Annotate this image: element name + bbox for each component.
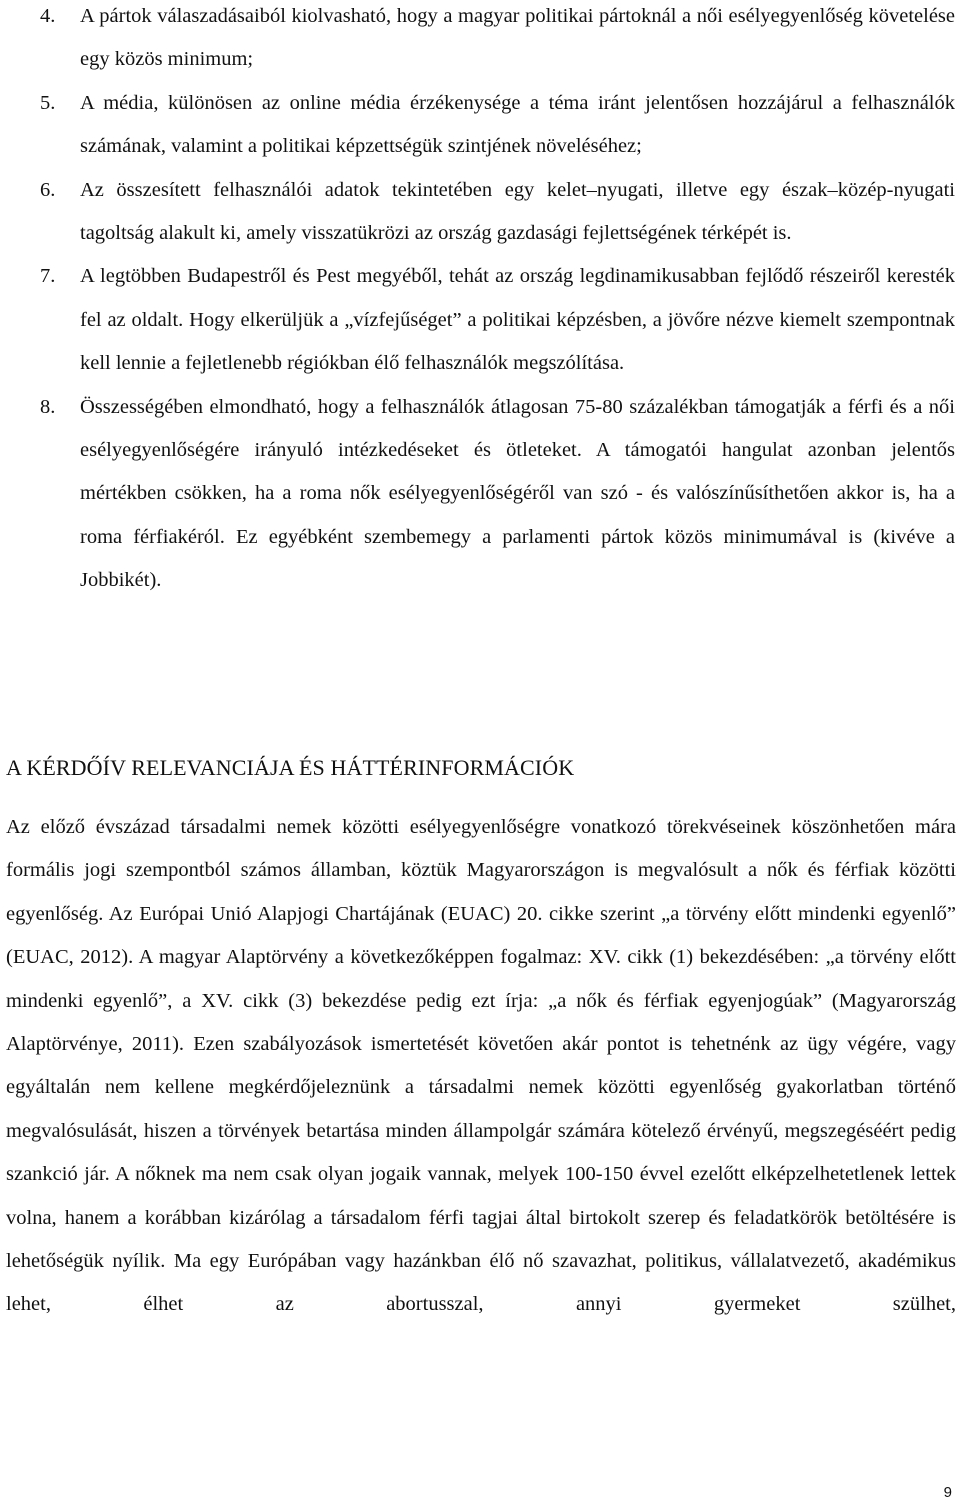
list-item-number: 6. [40, 178, 56, 201]
list-item-number: 4. [40, 5, 56, 27]
list-item [0, 386, 955, 603]
page-number: 9 [943, 1484, 952, 1501]
list-item-text: Összességében elmondható, hogy a felhasználók átlagosan 75-80 százalékban támogatják a férfi és a női esélyegyenlőségére irányuló intézkedéseket és ötleteket. A támogatói hangulat azonban jelentős mértékben csökken, ha a roma nők esélyegyenlőségéről van szó - és valószínűsíthetően akkor is, ha a roma férfiakéról. Ez egyébként szembemegy a parlamenti pártok közös minimumával is (kivéve a Jobbikét). [80, 395, 955, 592]
body-paragraph: Az előző évszázad társadalmi nemek közötti esélyegyenlőségre vonatkozó törekvéseinek köszönhetően mára formális jogi szempontból számos államban, köztük Magyarországon is megvalósult a nők és férfiak közötti egyenlőség. Az Európai Unió Alapjogi Chartájának (EUAC) 20. cikke szerint „a törvény előtt mindenki egyenlő” (EUAC, 2012). A magyar Alaptörvény a következőképpen fogalmaz: XV. cikk (1) bekezdésében: „a törvény előtt mindenki egyenlő”, a XV. cikk (3) bekezdése pedig ezt írja: „a nők és férfiak egyenjogúak” (Magyarország Alaptörvénye, 2011). Ezen szabályozások ismertetését követően akár pontot is tehetnénk az ügy végére, vagy egyáltalán nem kellene megkérdőjeleznünk a társadalmi nemek közötti egyenlőség gyakorlatban történő megvalósulását, hiszen a törvények betartása minden állampolgár számára kötelező érvényű, megszegéséért pedig szankció jár. A nőknek ma nem csak olyan jogaik vannak, melyek 100-150 évvel ezelőtt elképzelhetetlenek lettek volna, hanem a korábban kizárólag a társadalom férfi tagjai által birtokolt szerep és feladatkörök betöltésére is lehetőségük nyílik. Ma egy Európában vagy hazánkban élő nő szavazhat, politikus, vállalatvezető, akadémikus lehet, élhet az abortusszal, annyi gyermeket szülhet, [6, 816, 956, 1316]
list-item [0, 82, 955, 169]
list-item [0, 255, 955, 385]
list-item-number: 7. [40, 265, 56, 288]
list-item-text: A pártok válaszadásaiból kiolvasható, hogy a magyar politikai pártoknál a női esélyegyenlőség követelése egy közös minimum; [80, 5, 955, 71]
section-heading: A KÉRDŐÍV RELEVANCIÁJA ÉS HÁTTÉRINFORMÁCIÓK [6, 755, 575, 780]
list-item-number: 8. [40, 395, 56, 418]
list-item [0, 0, 955, 82]
list-item [0, 169, 955, 256]
list-item-text: A média, különösen az online média érzékenysége a téma iránt jelentősen hozzájárul a felhasználók számának, valamint a politikai képzettségük szintjének növeléséhez; [80, 91, 955, 158]
list-item-text: A legtöbben Budapestről és Pest megyéből, tehát az ország legdinamikusabban fejlődő részeiről keresték fel az oldalt. Hogy elkerüljük a „vízfejűséget” a politikai képzésben, a jövőre nézve kiemelt szempontnak kell lennie a fejletlenebb régiókban élő felhasználók megszólítása. [80, 265, 955, 375]
list-item-text: Az összesített felhasználói adatok tekintetében egy kelet–nyugati, illetve egy észak–közép-nyugati tagoltság alakult ki, amely visszatükrözi az ország gazdasági fejlettségének térképét is. [80, 178, 955, 245]
numbered-list [0, 0, 955, 603]
list-item-number: 5. [40, 91, 56, 114]
